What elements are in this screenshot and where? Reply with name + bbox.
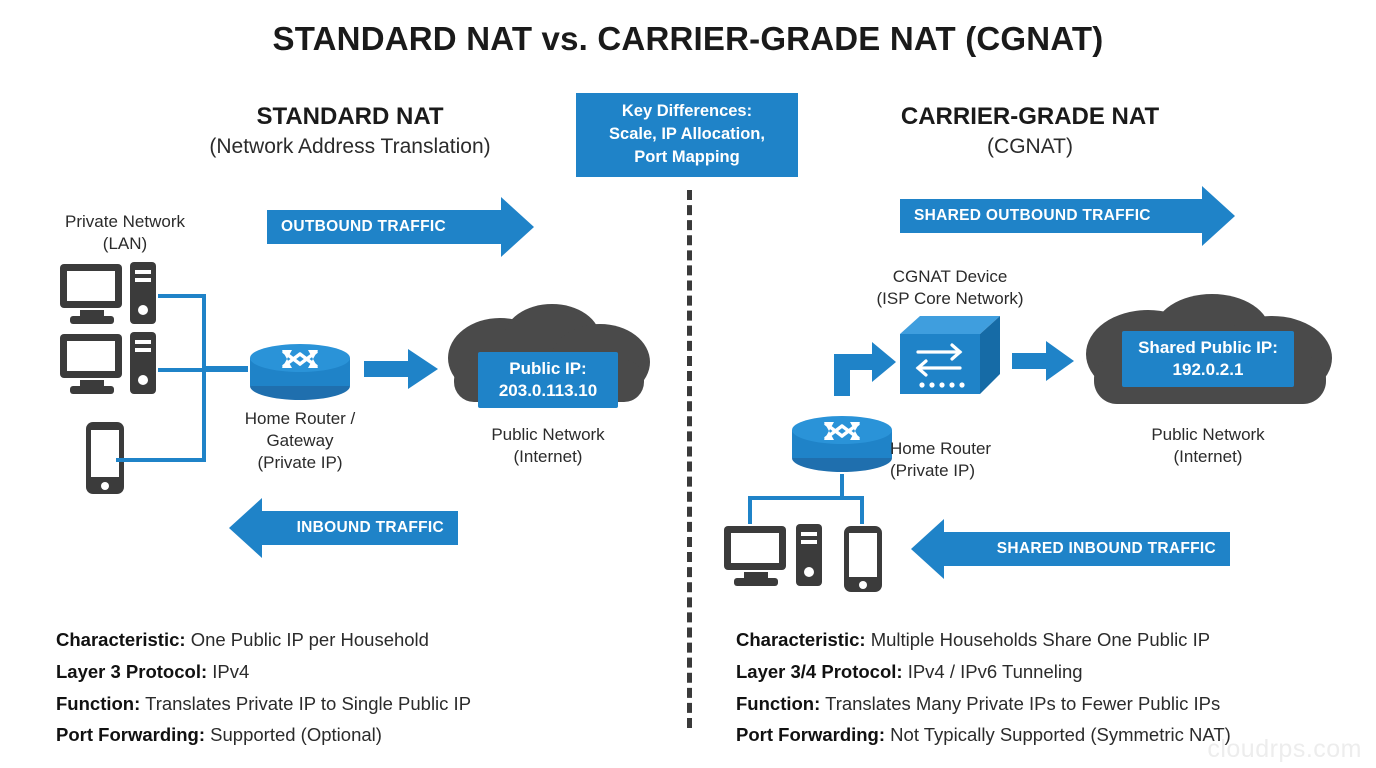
spec-value: IPv4 / IPv6 Tunneling xyxy=(907,660,1083,682)
spec-value: Supported (Optional) xyxy=(210,724,382,746)
key-differences-title: Key Differences: xyxy=(621,102,753,120)
left-inbound-traffic-banner xyxy=(262,511,458,545)
spec-value: Translates Private IP to Single Public IP xyxy=(145,692,472,714)
left-public-ip-badge xyxy=(478,352,618,408)
spec-row xyxy=(56,656,656,688)
lan-link-line xyxy=(158,294,206,298)
spec-value: Multiple Households Share One Public IP xyxy=(870,629,1211,650)
arrow-head-right-icon xyxy=(1202,186,1235,246)
right-inbound-traffic-label: SHARED INBOUND TRAFFIC xyxy=(996,540,1216,557)
left-router-label-line-1: Home Router / xyxy=(244,409,356,428)
right-router-label-line-2: (Private IP) xyxy=(890,461,976,481)
spec-key: Characteristic: xyxy=(56,629,186,650)
arrow-head-right-icon xyxy=(501,197,534,257)
left-outbound-traffic-label: OUTBOUND TRAFFIC xyxy=(281,218,446,235)
private-network-label-line-2: (LAN) xyxy=(102,234,148,254)
private-network-label-line-1: Private Network xyxy=(65,212,185,231)
spec-row xyxy=(56,624,656,656)
right-cloud-label xyxy=(1108,424,1308,468)
smartphone-icon xyxy=(842,524,884,594)
left-column-heading xyxy=(120,101,580,160)
right-router-label-line-1: Home Router xyxy=(890,439,992,458)
lan-bus-line xyxy=(748,496,864,500)
cgnat-device-label-line-1: CGNAT Device xyxy=(892,267,1008,286)
page-title: STANDARD NAT vs. CARRIER-GRADE NAT (CGNAT) xyxy=(272,20,1104,57)
lan-branch-line xyxy=(748,496,752,524)
key-differences-box xyxy=(576,93,798,177)
cgnat-device-label-line-2: (ISP Core Network) xyxy=(876,289,1024,309)
right-spec-list xyxy=(736,624,1376,751)
home-router-icon xyxy=(790,412,894,476)
watermark: cloudrps.com xyxy=(1207,735,1362,763)
right-public-ip-line-1: Shared Public IP: xyxy=(1138,338,1278,357)
home-router-icon xyxy=(248,340,352,404)
spec-key: Characteristic: xyxy=(736,629,866,650)
cgnat-switch-icon xyxy=(896,312,1004,400)
right-cloud-label-line-2: (Internet) xyxy=(1173,447,1243,467)
arrow-head-left-icon xyxy=(229,498,262,558)
spec-value: Not Typically Supported (Symmetric NAT) xyxy=(890,724,1231,746)
right-column-heading xyxy=(800,101,1260,160)
right-outbound-traffic-label: SHARED OUTBOUND TRAFFIC xyxy=(914,207,1151,224)
right-public-ip-line-2: 192.0.2.1 xyxy=(1172,359,1244,379)
left-subheading-text: (Network Address Translation) xyxy=(209,134,491,158)
right-router-label xyxy=(890,438,1090,482)
left-router-label-line-3: (Private IP) xyxy=(257,453,343,473)
key-differences-line-2: Port Mapping xyxy=(634,147,740,166)
spec-row xyxy=(56,688,656,720)
spec-key: Port Forwarding: xyxy=(56,724,206,746)
left-cloud-label xyxy=(448,424,648,468)
right-inbound-traffic-banner xyxy=(944,532,1230,566)
spec-row xyxy=(736,624,1376,656)
left-heading-text: STANDARD NAT xyxy=(256,103,444,130)
spec-row xyxy=(56,719,656,751)
vertical-divider xyxy=(687,190,692,728)
spec-value: One Public IP per Household xyxy=(190,629,429,650)
spec-row xyxy=(736,688,1376,720)
spec-key: Port Forwarding: xyxy=(736,724,886,746)
router-to-cgnat-arrow-icon xyxy=(828,332,896,396)
right-subheading-text: (CGNAT) xyxy=(987,134,1073,158)
left-cloud-label-line-2: (Internet) xyxy=(513,447,583,467)
left-inbound-traffic-label: INBOUND TRAFFIC xyxy=(296,519,444,536)
lan-branch-line xyxy=(860,496,864,524)
left-public-ip-line-2: 203.0.113.10 xyxy=(498,380,598,400)
left-router-label-line-2: Gateway xyxy=(266,431,334,451)
left-outbound-traffic-banner xyxy=(267,210,501,244)
spec-key: Function: xyxy=(56,692,141,714)
right-heading-text: CARRIER-GRADE NAT xyxy=(900,103,1160,130)
desktop-computer-icon xyxy=(58,262,158,330)
cgnat-to-cloud-arrow-icon xyxy=(1012,340,1074,382)
spec-key: Function: xyxy=(736,692,821,714)
left-cloud-label-line-1: Public Network xyxy=(491,425,605,444)
right-cloud-label-line-1: Public Network xyxy=(1151,425,1265,444)
left-public-ip-line-1: Public IP: xyxy=(509,359,587,378)
lan-link-line xyxy=(116,458,206,462)
lan-drop-line xyxy=(840,474,844,498)
right-public-ip-badge xyxy=(1122,331,1294,387)
router-to-cloud-arrow-icon xyxy=(364,348,438,390)
right-outbound-traffic-banner xyxy=(900,199,1202,233)
left-router-label xyxy=(200,408,400,474)
lan-bus-to-router-line xyxy=(202,366,248,370)
spec-key: Layer 3/4 Protocol: xyxy=(736,660,903,682)
private-network-label xyxy=(30,211,220,255)
desktop-computer-icon xyxy=(722,524,826,592)
spec-row xyxy=(736,656,1376,688)
key-differences-line-1: Scale, IP Allocation, xyxy=(609,124,765,143)
spec-value: IPv4 xyxy=(212,660,250,682)
spec-value: Translates Many Private IPs to Fewer Public IPs xyxy=(825,692,1221,714)
desktop-computer-icon xyxy=(58,332,158,400)
cgnat-device-label xyxy=(850,266,1050,310)
spec-key: Layer 3 Protocol: xyxy=(56,660,208,682)
left-spec-list xyxy=(56,624,656,751)
arrow-head-left-icon xyxy=(911,519,944,579)
